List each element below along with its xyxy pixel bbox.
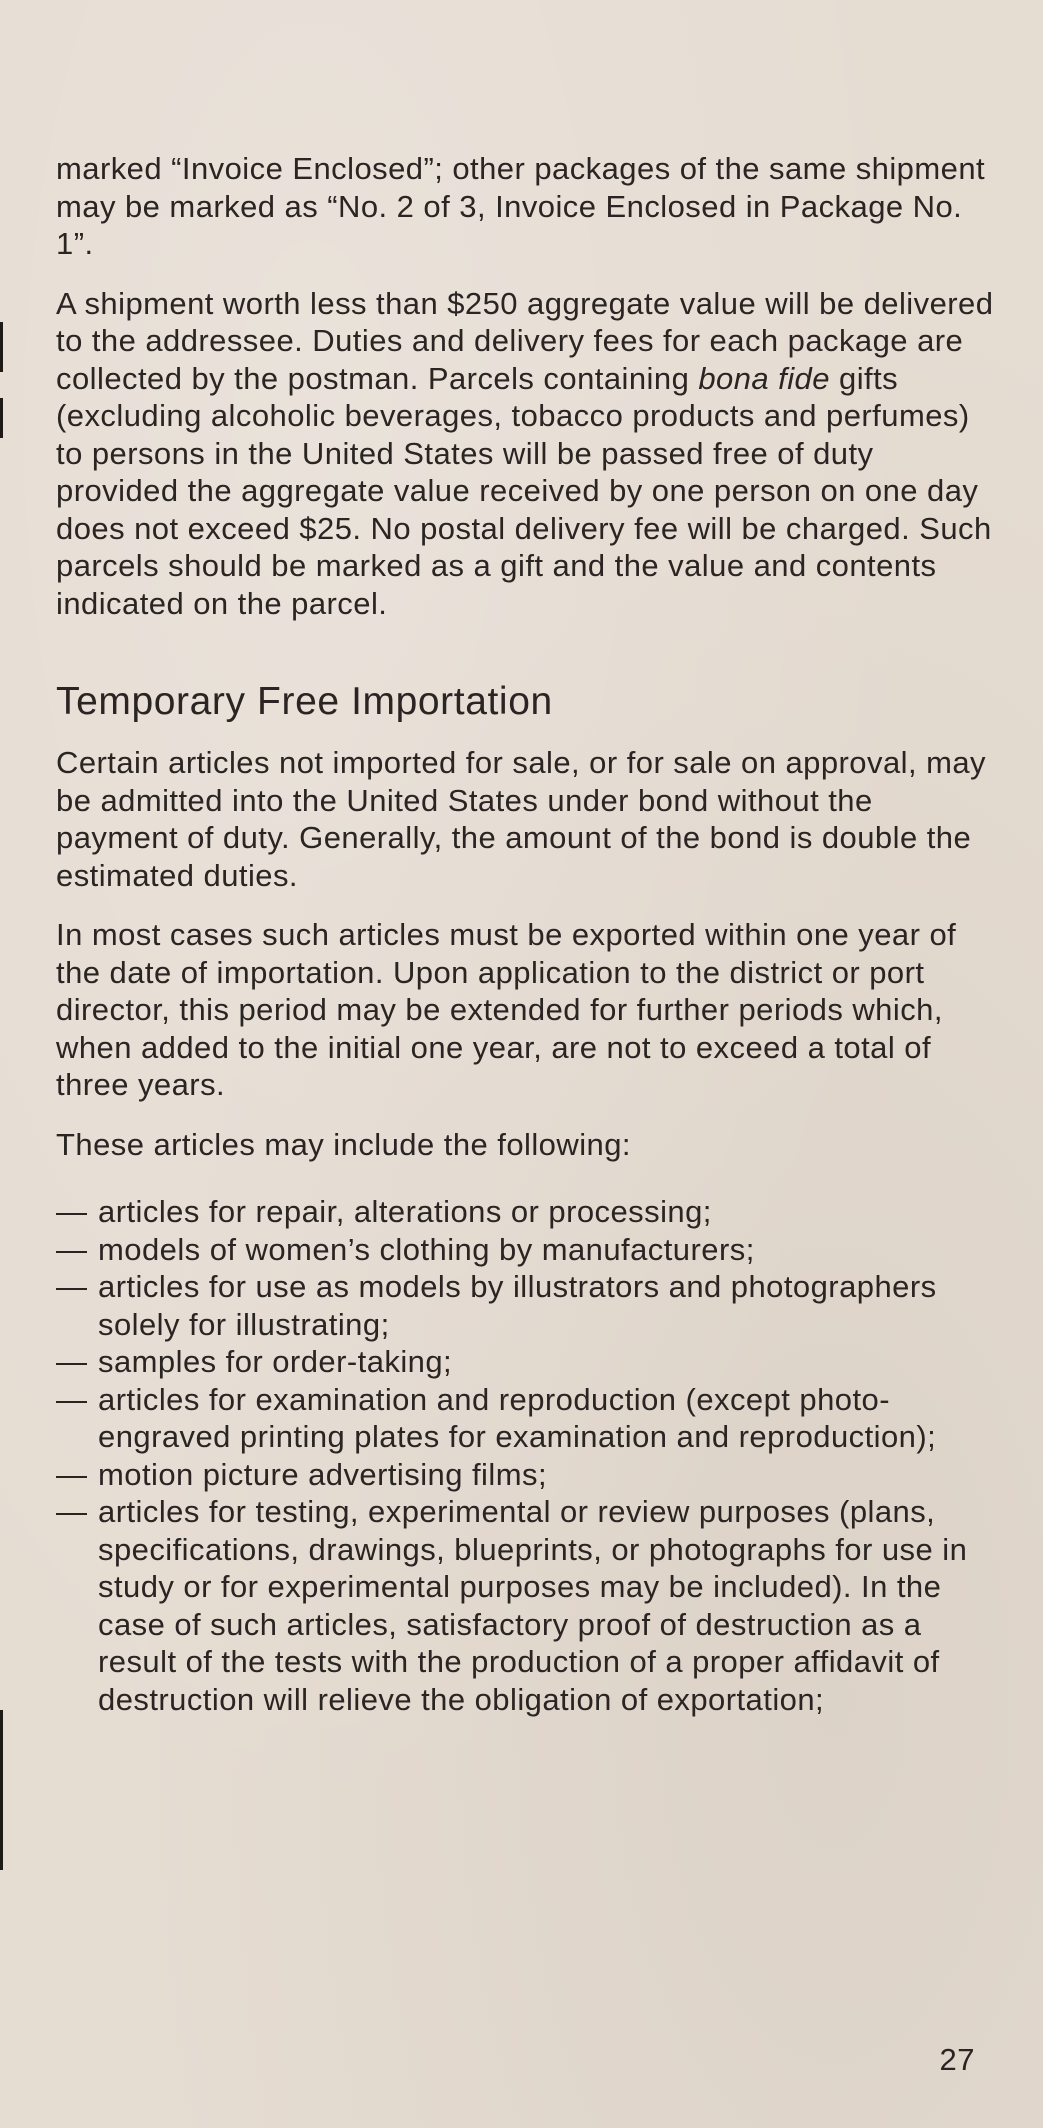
dash-mark: —	[56, 1381, 88, 1417]
list-item-text: articles for examination and reproduction (except photo-engraved printing plates for examination and reproduction);	[98, 1381, 937, 1454]
section-heading: Temporary Free Importation	[56, 680, 553, 723]
list-item-text: articles for testing, experimental or review purposes (plans, specifications, drawings, blueprints, or photographs for use in study or for experimental purposes may be included). In the case of such articles, satisfactory proof of destruction as a result of the tests with the production of a proper affidavit of destruction will relieve the obligation of exportation;	[98, 1494, 968, 1717]
paragraph-certain-articles: Certain articles not imported for sale, or for sale on approval, may be admitted into the United States under bond without the payment of duty. Generally, the amount of the bond is double the estimated duties.	[56, 745, 987, 893]
dash-mark: —	[56, 1344, 88, 1379]
paragraph-shipment-text: A shipment worth less than $250 aggregate value will be delivered to the addressee. Duties and delivery fees for each package are collected by the postman. Parcels containing	[56, 285, 994, 396]
dash-mark: —	[56, 1269, 88, 1304]
paragraph-shipment-text-cont: gifts (excluding alcoholic beverages, tobacco products and perfumes) to persons in the United States will be passed free of duty provided the aggregate value received by one person on one day does not exceed $25. No postal delivery fee will be charged. Such parcels should be marked as a gift and the value and contents indicated on the parcel.	[56, 360, 992, 621]
list-item-text: articles for use as models by illustrators and photographers solely for illustrating;	[98, 1269, 937, 1342]
binding-mark	[0, 322, 3, 372]
list-item	[56, 1381, 996, 1456]
list-item-text: motion picture advertising films;	[98, 1456, 548, 1492]
article-list	[56, 1193, 996, 1718]
list-item	[56, 1231, 996, 1269]
list-item-text: samples for order-taking;	[98, 1344, 453, 1379]
page-content	[56, 150, 996, 1718]
paragraph-list-intro: These articles may include the following:	[56, 1126, 631, 1162]
dash-mark: —	[56, 1231, 88, 1267]
list-item	[56, 1343, 996, 1381]
binding-mark	[0, 398, 3, 438]
binding-mark	[0, 1710, 3, 1870]
paragraph-shipment	[56, 285, 996, 623]
bona-fide-italic: bona fide	[698, 360, 830, 396]
dash-mark: —	[56, 1494, 88, 1529]
paragraph-export-period: In most cases such articles must be exported within one year of the date of importation. Upon application to the district or port director, this period may be extended for further periods which, when added to the initial one year, are not to exceed a total of three years.	[56, 917, 957, 1102]
list-item	[56, 1193, 996, 1231]
list-item	[56, 1268, 996, 1343]
list-item-text: articles for repair, alterations or processing;	[98, 1194, 712, 1229]
dash-mark: —	[56, 1194, 88, 1229]
list-item-text: models of women’s clothing by manufacturers;	[98, 1231, 755, 1267]
paragraph-invoice: marked “Invoice Enclosed”; other packages of the same shipment may be marked as “No. 2 of 3, Invoice Enclosed in Package No. 1”.	[56, 151, 986, 261]
list-item	[56, 1456, 996, 1494]
list-item	[56, 1493, 996, 1718]
dash-mark: —	[56, 1456, 88, 1492]
page-number: 27	[939, 2042, 975, 2077]
